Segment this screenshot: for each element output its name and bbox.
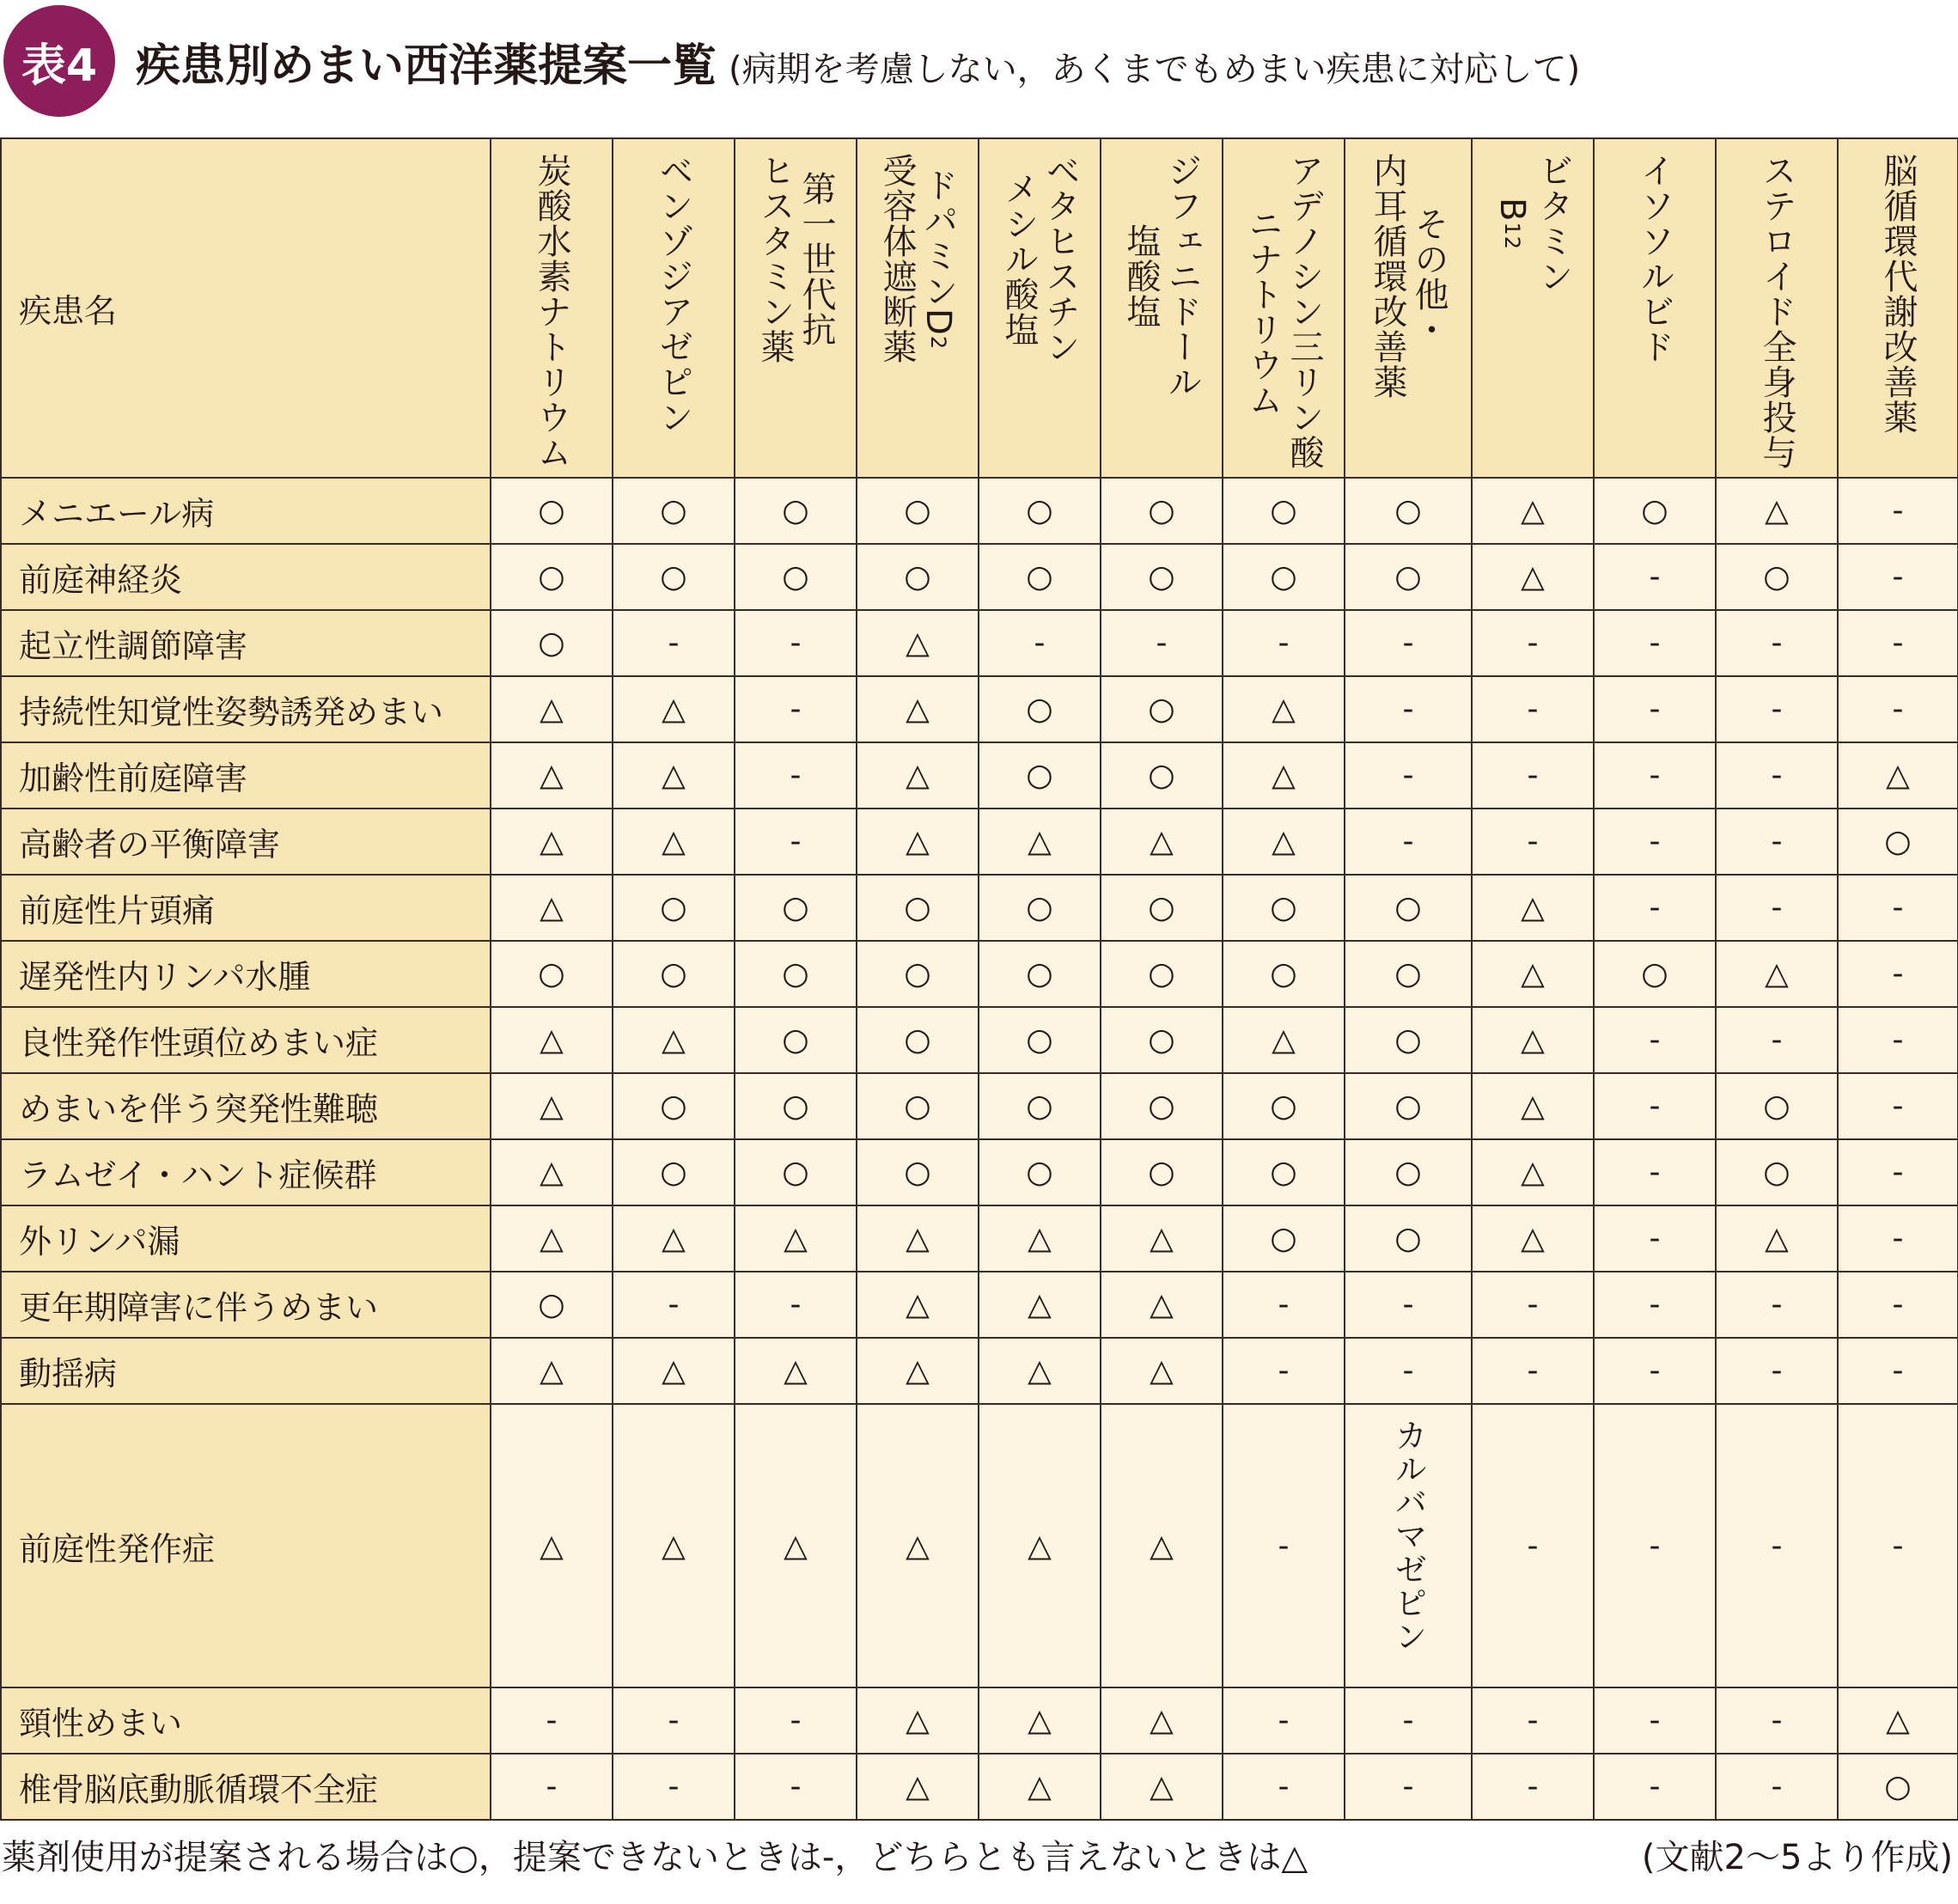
- recommendation-cell: -: [1594, 676, 1716, 742]
- recommendation-cell: △: [857, 676, 979, 742]
- recommendation-cell: ○: [735, 1139, 857, 1205]
- disease-name: 持続性知覚性姿勢誘発めまい: [1, 676, 491, 742]
- recommendation-cell: -: [1838, 1338, 1958, 1404]
- recommendation-cell: -: [1472, 809, 1594, 875]
- recommendation-cell: -: [1838, 941, 1958, 1007]
- disease-name: 外リンパ漏: [1, 1205, 491, 1272]
- disease-name: 前庭性片頭痛: [1, 875, 491, 941]
- table-row: [1, 1073, 1958, 1139]
- recommendation-cell: ○: [1838, 809, 1958, 875]
- column-header-label: [1120, 153, 1203, 400]
- recommendation-cell: -: [735, 1272, 857, 1338]
- recommendation-cell: ○: [1101, 941, 1223, 1007]
- disease-name: 前庭神経炎: [1, 544, 491, 610]
- recommendation-cell: ○: [1345, 1139, 1472, 1205]
- recommendation-cell: -: [979, 610, 1101, 676]
- recommendation-cell: △: [1223, 1007, 1345, 1073]
- column-label-text: ドパミンD: [918, 167, 958, 336]
- recommendation-cell: -: [1345, 1687, 1472, 1754]
- recommendation-cell: ○: [1345, 478, 1472, 544]
- table-row: [1, 610, 1958, 676]
- recommendation-cell: -: [1472, 610, 1594, 676]
- recommendation-cell: ○: [735, 875, 857, 941]
- recommendation-cell: ○: [1101, 1073, 1223, 1139]
- recommendation-cell: ○: [979, 1073, 1101, 1139]
- recommendation-cell: △: [1101, 1338, 1223, 1404]
- disease-name: 遅発性内リンパ水腫: [1, 941, 491, 1007]
- recommendation-cell: -: [735, 1687, 857, 1754]
- recommendation-cell: ○: [613, 875, 735, 941]
- recommendation-cell: △: [1472, 875, 1594, 941]
- column-label-text: その他・ 内耳循環改善薬: [1368, 153, 1449, 400]
- recommendation-cell: ○: [491, 941, 613, 1007]
- column-header: [491, 138, 613, 478]
- legend-note: 薬剤使用が提案される場合は○，提案できないときは-，どちらとも言えないときは△: [2, 1838, 1308, 1877]
- recommendation-cell: -: [1345, 610, 1472, 676]
- column-header-label: [998, 153, 1081, 364]
- recommendation-cell: -: [1716, 1754, 1838, 1820]
- recommendation-cell: -: [1838, 1139, 1958, 1205]
- recommendation-cell: -: [1345, 1338, 1472, 1404]
- column-header-label: [1756, 153, 1797, 470]
- recommendation-cell: △: [735, 1205, 857, 1272]
- disease-name: 更年期障害に伴うめまい: [1, 1272, 491, 1338]
- column-label-text: 炭酸水素ナトリウム: [532, 153, 571, 470]
- column-header: [1716, 138, 1838, 478]
- recommendation-cell: -: [1716, 875, 1838, 941]
- table-row: [1, 941, 1958, 1007]
- recommendation-cell: ○: [1223, 1073, 1345, 1139]
- recommendation-cell: -: [1594, 1007, 1716, 1073]
- recommendation-cell: △: [1223, 676, 1345, 742]
- column-label-text: 脳循環代謝改善薬: [1878, 153, 1918, 435]
- recommendation-cell: ○: [613, 1073, 735, 1139]
- recommendation-cell: ○: [1101, 1007, 1223, 1073]
- recommendation-cell: △: [1838, 1687, 1958, 1754]
- recommendation-cell: -: [1838, 1073, 1958, 1139]
- recommendation-cell: -: [1594, 1073, 1716, 1139]
- recommendation-cell: △: [1101, 1272, 1223, 1338]
- recommendation-cell: -: [613, 1754, 735, 1820]
- recommendation-cell: △: [613, 809, 735, 875]
- table-row: [1, 875, 1958, 941]
- recommendation-cell: △: [1472, 478, 1594, 544]
- recommendation-cell: -: [1472, 1272, 1594, 1338]
- recommendation-cell: ○: [1345, 1205, 1472, 1272]
- recommendation-cell: ○: [979, 478, 1101, 544]
- column-header: [613, 138, 735, 478]
- column-header: [857, 138, 979, 478]
- column-label-text: ベタヒスチン メシル酸塩: [999, 153, 1080, 364]
- recommendation-cell: -: [613, 610, 735, 676]
- recommendation-cell: -: [1594, 1338, 1716, 1404]
- recommendation-cell: ○: [857, 478, 979, 544]
- recommendation-cell: -: [1345, 809, 1472, 875]
- column-label-text: アデノシン三リン酸 ニナトリウム: [1243, 153, 1324, 470]
- column-header-label: [531, 153, 572, 470]
- column-header: [979, 138, 1101, 478]
- recommendation-cell: △: [613, 676, 735, 742]
- column-header-label: [876, 153, 959, 364]
- recommendation-cell: ○: [1838, 1754, 1958, 1820]
- table-row: [1, 1139, 1958, 1205]
- table-row: [1, 1205, 1958, 1272]
- corner-label: 疾患名: [1, 138, 491, 478]
- recommendation-cell: -: [1594, 742, 1716, 809]
- recommendation-cell: -: [1716, 676, 1838, 742]
- drug-note-cell: [1345, 1404, 1472, 1687]
- recommendation-cell: ○: [1101, 875, 1223, 941]
- table-row: [1, 544, 1958, 610]
- recommendation-cell: △: [979, 1754, 1101, 1820]
- recommendation-cell: -: [1838, 1007, 1958, 1073]
- recommendation-cell: -: [1594, 875, 1716, 941]
- column-label-subscript: 2: [926, 335, 950, 351]
- recommendation-cell: -: [1838, 1272, 1958, 1338]
- recommendation-cell: -: [735, 742, 857, 809]
- recommendation-cell: ○: [979, 676, 1101, 742]
- recommendation-cell: △: [1472, 1205, 1594, 1272]
- recommendation-cell: △: [857, 1754, 979, 1820]
- recommendation-cell: △: [857, 809, 979, 875]
- recommendation-cell: △: [491, 875, 613, 941]
- recommendation-cell: -: [1223, 1687, 1345, 1754]
- recommendation-cell: ○: [1223, 1139, 1345, 1205]
- header-row: [1, 138, 1958, 478]
- recommendation-cell: △: [491, 676, 613, 742]
- recommendation-cell: △: [1716, 478, 1838, 544]
- recommendation-cell: △: [979, 1404, 1101, 1687]
- column-label-text: イソソルビド: [1635, 153, 1674, 364]
- recommendation-cell: ○: [1101, 478, 1223, 544]
- recommendation-cell: ○: [613, 544, 735, 610]
- recommendation-cell: ○: [1223, 544, 1345, 610]
- recommendation-cell: △: [857, 1687, 979, 1754]
- recommendation-cell: △: [613, 1404, 735, 1687]
- recommendation-cell: △: [491, 1338, 613, 1404]
- recommendation-cell: △: [857, 610, 979, 676]
- recommendation-cell: ○: [1594, 941, 1716, 1007]
- recommendation-cell: ○: [735, 1007, 857, 1073]
- disease-name: 良性発作性頭位めまい症: [1, 1007, 491, 1073]
- recommendation-cell: -: [735, 809, 857, 875]
- recommendation-cell: △: [857, 1404, 979, 1687]
- recommendation-cell: -: [1716, 1007, 1838, 1073]
- recommendation-cell: ○: [857, 875, 979, 941]
- recommendation-cell: -: [1838, 676, 1958, 742]
- recommendation-cell: -: [1345, 742, 1472, 809]
- recommendation-cell: △: [491, 1404, 613, 1687]
- recommendation-cell: -: [1594, 1139, 1716, 1205]
- recommendation-cell: ○: [1716, 1073, 1838, 1139]
- recommendation-cell: ○: [857, 1073, 979, 1139]
- column-label-subscript: 12: [1500, 221, 1524, 250]
- recommendation-cell: -: [1223, 1404, 1345, 1687]
- recommendation-cell: △: [613, 1007, 735, 1073]
- column-label-text: 第一世代抗 ヒスタミン薬: [755, 153, 836, 364]
- drug-table: [0, 137, 1958, 1821]
- recommendation-cell: -: [1838, 478, 1958, 544]
- recommendation-cell: ○: [1101, 544, 1223, 610]
- column-header-label: [1634, 153, 1675, 364]
- table-row: [1, 1687, 1958, 1754]
- recommendation-cell: △: [1101, 1754, 1223, 1820]
- table-row: [1, 1338, 1958, 1404]
- recommendation-cell: -: [1472, 1404, 1594, 1687]
- column-header: [1838, 138, 1958, 478]
- recommendation-cell: △: [491, 1073, 613, 1139]
- recommendation-cell: -: [1594, 610, 1716, 676]
- recommendation-cell: △: [979, 1272, 1101, 1338]
- recommendation-cell: -: [1716, 610, 1838, 676]
- recommendation-cell: ○: [1223, 875, 1345, 941]
- recommendation-cell: ○: [491, 1272, 613, 1338]
- recommendation-cell: -: [1223, 1338, 1345, 1404]
- recommendation-cell: ○: [1716, 544, 1838, 610]
- recommendation-cell: △: [857, 1205, 979, 1272]
- recommendation-cell: △: [1838, 742, 1958, 809]
- column-header: [1345, 138, 1472, 478]
- recommendation-cell: ○: [1101, 1139, 1223, 1205]
- recommendation-cell: ○: [979, 1007, 1101, 1073]
- recommendation-cell: ○: [735, 544, 857, 610]
- recommendation-cell: -: [1101, 610, 1223, 676]
- table-row: [1, 478, 1958, 544]
- column-header-label: [1491, 153, 1574, 294]
- recommendation-cell: ○: [613, 1139, 735, 1205]
- recommendation-cell: △: [1472, 1139, 1594, 1205]
- recommendation-cell: -: [1716, 1404, 1838, 1687]
- table-row: [1, 809, 1958, 875]
- recommendation-cell: △: [979, 1338, 1101, 1404]
- recommendation-cell: △: [1472, 941, 1594, 1007]
- recommendation-cell: ○: [1345, 875, 1472, 941]
- recommendation-cell: ○: [1223, 1205, 1345, 1272]
- recommendation-cell: -: [1594, 1687, 1716, 1754]
- recommendation-cell: -: [1838, 544, 1958, 610]
- disease-name: 頸性めまい: [1, 1687, 491, 1754]
- recommendation-cell: -: [1472, 1687, 1594, 1754]
- recommendation-cell: -: [1472, 1338, 1594, 1404]
- page-subtitle: (病期を考慮しない，あくまでもめまい疾患に対応して): [729, 50, 1581, 89]
- column-header: [1472, 138, 1594, 478]
- recommendation-cell: ○: [613, 478, 735, 544]
- recommendation-cell: ○: [857, 1007, 979, 1073]
- recommendation-cell: ○: [1345, 544, 1472, 610]
- column-header-label: [1367, 153, 1449, 400]
- recommendation-cell: ○: [1223, 941, 1345, 1007]
- recommendation-cell: ○: [1594, 478, 1716, 544]
- recommendation-cell: -: [1838, 1205, 1958, 1272]
- disease-name: 動揺病: [1, 1338, 491, 1404]
- disease-name: 起立性調節障害: [1, 610, 491, 676]
- recommendation-cell: ○: [491, 610, 613, 676]
- recommendation-cell: -: [1716, 809, 1838, 875]
- recommendation-cell: △: [735, 1404, 857, 1687]
- header: [0, 0, 1958, 129]
- recommendation-cell: △: [1223, 742, 1345, 809]
- title-text: 疾患別めまい西洋薬提案一覧: [136, 40, 717, 92]
- recommendation-cell: -: [1838, 610, 1958, 676]
- recommendation-cell: -: [1716, 1687, 1838, 1754]
- recommendation-cell: ○: [979, 544, 1101, 610]
- recommendation-cell: -: [1345, 1272, 1472, 1338]
- disease-name: 高齢者の平衡障害: [1, 809, 491, 875]
- recommendation-cell: ○: [1345, 1073, 1472, 1139]
- recommendation-cell: -: [1594, 1404, 1716, 1687]
- recommendation-cell: △: [1472, 1073, 1594, 1139]
- recommendation-cell: △: [491, 809, 613, 875]
- column-header-label: [653, 153, 694, 435]
- recommendation-cell: -: [735, 1754, 857, 1820]
- recommendation-cell: -: [1594, 1754, 1716, 1820]
- recommendation-cell: ○: [1345, 941, 1472, 1007]
- recommendation-cell: △: [613, 1338, 735, 1404]
- recommendation-cell: △: [979, 1205, 1101, 1272]
- table-body: [1, 478, 1958, 1820]
- recommendation-cell: ○: [1345, 1007, 1472, 1073]
- recommendation-cell: △: [1101, 1404, 1223, 1687]
- recommendation-cell: -: [1223, 1754, 1345, 1820]
- column-label-text: ビタミン B: [1492, 153, 1573, 294]
- recommendation-cell: ○: [1223, 478, 1345, 544]
- recommendation-cell: -: [1594, 544, 1716, 610]
- recommendation-cell: -: [491, 1687, 613, 1754]
- column-label-text: ステロイド全身投与: [1757, 153, 1796, 470]
- table-row: [1, 742, 1958, 809]
- recommendation-cell: -: [1594, 1272, 1716, 1338]
- column-header: [1594, 138, 1716, 478]
- recommendation-cell: -: [613, 1272, 735, 1338]
- recommendation-cell: △: [857, 1272, 979, 1338]
- recommendation-cell: △: [1223, 809, 1345, 875]
- recommendation-cell: △: [1101, 809, 1223, 875]
- table-row: [1, 676, 1958, 742]
- recommendation-cell: ○: [1101, 742, 1223, 809]
- recommendation-cell: △: [979, 1687, 1101, 1754]
- column-header: [1223, 138, 1345, 478]
- recommendation-cell: △: [735, 1338, 857, 1404]
- recommendation-cell: -: [1223, 610, 1345, 676]
- recommendation-cell: △: [979, 809, 1101, 875]
- recommendation-cell: -: [1345, 1754, 1472, 1820]
- recommendation-cell: -: [1838, 1404, 1958, 1687]
- recommendation-cell: -: [1716, 1338, 1838, 1404]
- recommendation-cell: -: [1472, 1754, 1594, 1820]
- column-label-text-cont: 受容体遮断薬: [877, 153, 917, 364]
- recommendation-cell: ○: [857, 544, 979, 610]
- column-label-text: ジフェニドール 塩酸塩: [1121, 153, 1202, 400]
- table-row: [1, 1272, 1958, 1338]
- recommendation-cell: ○: [735, 941, 857, 1007]
- drug-note-text: カルバマゼピン: [1389, 1419, 1427, 1653]
- recommendation-cell: △: [1101, 1205, 1223, 1272]
- recommendation-cell: ○: [735, 478, 857, 544]
- recommendation-cell: △: [1101, 1687, 1223, 1754]
- column-label-text: ベンゾジアゼピン: [654, 153, 693, 435]
- column-header-label: [754, 153, 837, 364]
- recommendation-cell: -: [735, 610, 857, 676]
- column-header: [735, 138, 857, 478]
- recommendation-cell: -: [1594, 809, 1716, 875]
- disease-name: 前庭性発作症: [1, 1404, 491, 1687]
- disease-name: 加齢性前庭障害: [1, 742, 491, 809]
- disease-name: ラムゼイ・ハント症候群: [1, 1139, 491, 1205]
- recommendation-cell: ○: [979, 1139, 1101, 1205]
- table-row: [1, 1754, 1958, 1820]
- recommendation-cell: △: [1716, 1205, 1838, 1272]
- recommendation-cell: ○: [857, 1139, 979, 1205]
- recommendation-cell: △: [1716, 941, 1838, 1007]
- recommendation-cell: ○: [1716, 1139, 1838, 1205]
- recommendation-cell: -: [1716, 742, 1838, 809]
- source-note: (文献2〜5より作成): [1641, 1838, 1953, 1877]
- recommendation-cell: -: [1716, 1272, 1838, 1338]
- recommendation-cell: △: [613, 1205, 735, 1272]
- recommendation-cell: ○: [979, 875, 1101, 941]
- recommendation-cell: -: [1345, 676, 1472, 742]
- recommendation-cell: -: [1472, 742, 1594, 809]
- recommendation-cell: ○: [1101, 676, 1223, 742]
- recommendation-cell: △: [491, 742, 613, 809]
- table-row: [1, 1007, 1958, 1073]
- disease-name: メニエール病: [1, 478, 491, 544]
- recommendation-cell: ○: [735, 1073, 857, 1139]
- disease-name: 椎骨脳底動脈循環不全症: [1, 1754, 491, 1820]
- recommendation-cell: △: [857, 1338, 979, 1404]
- recommendation-cell: -: [1594, 1205, 1716, 1272]
- recommendation-cell: △: [491, 1205, 613, 1272]
- recommendation-cell: △: [491, 1007, 613, 1073]
- recommendation-cell: ○: [979, 941, 1101, 1007]
- recommendation-cell: -: [1838, 875, 1958, 941]
- recommendation-cell: ○: [491, 478, 613, 544]
- page-title: [136, 29, 1580, 94]
- recommendation-cell: △: [613, 742, 735, 809]
- recommendation-cell: ○: [979, 742, 1101, 809]
- recommendation-cell: -: [1223, 1272, 1345, 1338]
- disease-name: めまいを伴う突発性難聴: [1, 1073, 491, 1139]
- table-number-badge: 表4: [3, 5, 115, 117]
- column-header: [1101, 138, 1223, 478]
- recommendation-cell: △: [491, 1139, 613, 1205]
- recommendation-cell: -: [1472, 676, 1594, 742]
- recommendation-cell: △: [857, 742, 979, 809]
- recommendation-cell: ○: [491, 544, 613, 610]
- recommendation-cell: -: [613, 1687, 735, 1754]
- column-header-label: [1242, 153, 1325, 470]
- recommendation-cell: ○: [857, 941, 979, 1007]
- column-header-label: [1877, 153, 1918, 435]
- recommendation-cell: -: [491, 1754, 613, 1820]
- table-row: [1, 1404, 1958, 1687]
- recommendation-cell: ○: [613, 941, 735, 1007]
- recommendation-cell: -: [735, 676, 857, 742]
- recommendation-cell: △: [1472, 1007, 1594, 1073]
- recommendation-cell: △: [1472, 544, 1594, 610]
